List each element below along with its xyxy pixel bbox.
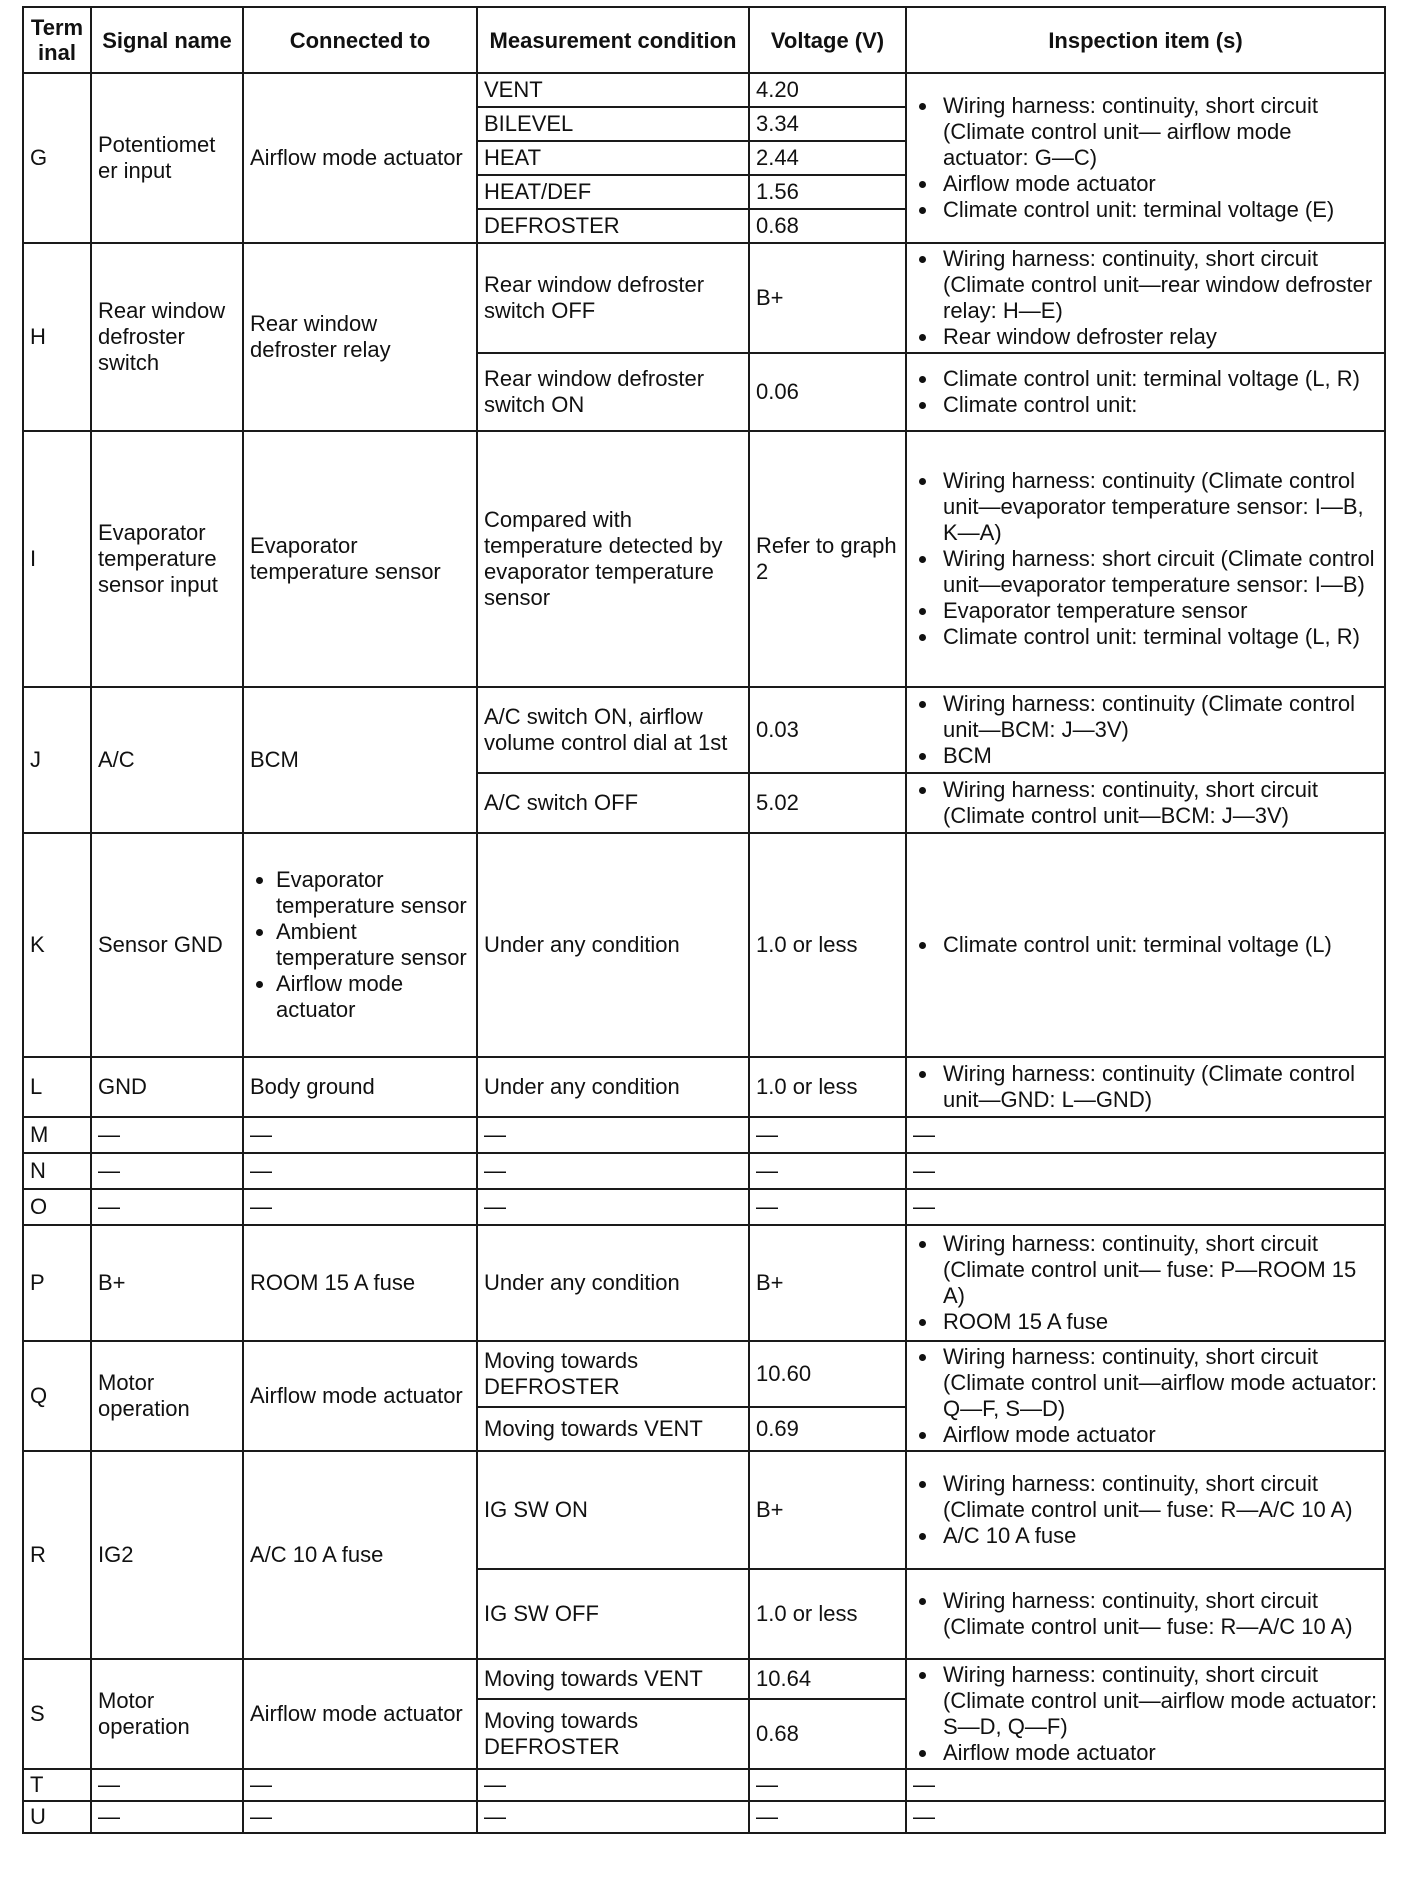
inspection-item: • Evaporator temperature sensor [939, 598, 1378, 624]
empty-dash: — [91, 1769, 243, 1801]
table-row-J [23, 687, 1385, 773]
connected-cell: Airflow mode actuator [243, 1659, 477, 1769]
condition-cell: Moving towards VENT [477, 1407, 749, 1451]
connected-cell [243, 833, 477, 1057]
condition-cell: Under any condition [477, 1057, 749, 1117]
inspection-item: • Climate control unit: terminal voltage (E) [939, 197, 1378, 223]
empty-dash: — [91, 1117, 243, 1153]
inspection-cell [906, 1569, 1385, 1659]
table-row-N [23, 1153, 1385, 1189]
terminal-cell: T [23, 1769, 91, 1801]
terminal-voltage-sheet [22, 6, 1384, 1834]
empty-dash: — [91, 1153, 243, 1189]
empty-dash: — [749, 1801, 906, 1833]
empty-dash: — [91, 1189, 243, 1225]
condition-cell: Under any condition [477, 1225, 749, 1341]
signal-cell: Rear window defroster switch [91, 243, 243, 431]
signal-cell: Motor operation [91, 1341, 243, 1451]
inspection-item: • Wiring harness: continuity, short circuit (Climate control unit— fuse: R—A/C 10 A) [939, 1471, 1378, 1523]
condition-cell: HEAT [477, 141, 749, 175]
condition-cell: Moving towards DEFROSTER [477, 1699, 749, 1769]
voltage-cell: 2.44 [749, 141, 906, 175]
voltage-cell: 0.68 [749, 209, 906, 243]
condition-cell: DEFROSTER [477, 209, 749, 243]
inspection-item: • BCM [939, 743, 1378, 769]
inspection-cell [906, 353, 1385, 431]
voltage-cell: 5.02 [749, 773, 906, 833]
voltage-cell: 3.34 [749, 107, 906, 141]
empty-dash: — [906, 1117, 1385, 1153]
terminal-cell: U [23, 1801, 91, 1833]
connected-item: • Evaporator temperature sensor [276, 867, 470, 919]
condition-cell: Rear window defroster switch ON [477, 353, 749, 431]
empty-dash: — [243, 1189, 477, 1225]
connected-cell: ROOM 15 A fuse [243, 1225, 477, 1341]
inspection-item: • Wiring harness: continuity (Climate control unit—BCM: J—3V) [939, 691, 1378, 743]
empty-dash: — [477, 1153, 749, 1189]
inspection-cell [906, 687, 1385, 773]
inspection-item: • A/C 10 A fuse [939, 1523, 1378, 1549]
empty-dash: — [477, 1117, 749, 1153]
empty-dash: — [91, 1801, 243, 1833]
voltage-cell: 1.0 or less [749, 1569, 906, 1659]
terminal-cell: L [23, 1057, 91, 1117]
terminal-cell: I [23, 431, 91, 687]
inspection-item: • Airflow mode actuator [939, 1422, 1378, 1448]
voltage-cell: 0.69 [749, 1407, 906, 1451]
inspection-item: • Rear window defroster relay [939, 324, 1378, 350]
voltage-cell: 1.0 or less [749, 833, 906, 1057]
signal-cell: B+ [91, 1225, 243, 1341]
inspection-cell [906, 431, 1385, 687]
table-row-I [23, 431, 1385, 687]
condition-cell: A/C switch ON, airflow volume control dial at 1st [477, 687, 749, 773]
connected-cell: Body ground [243, 1057, 477, 1117]
inspection-item: • Climate control unit: terminal voltage (L, R) [939, 624, 1378, 650]
condition-cell: VENT [477, 73, 749, 107]
voltage-cell: 10.60 [749, 1341, 906, 1407]
table-row-R [23, 1451, 1385, 1569]
empty-dash: — [477, 1189, 749, 1225]
header-connected-to: Connected to [243, 7, 477, 73]
signal-cell: Evaporator temperature sensor input [91, 431, 243, 687]
signal-cell: Sensor GND [91, 833, 243, 1057]
signal-cell: GND [91, 1057, 243, 1117]
empty-dash: — [749, 1769, 906, 1801]
inspection-item: • Wiring harness: continuity, short circuit (Climate control unit—airflow mode actuator: S—D, Q—F) [939, 1662, 1378, 1740]
table-row-P [23, 1225, 1385, 1341]
empty-dash: — [906, 1801, 1385, 1833]
table-row-G [23, 73, 1385, 107]
condition-cell: Compared with temperature detected by evaporator temperature sensor [477, 431, 749, 687]
table-header-row [23, 7, 1385, 73]
inspection-cell [906, 1225, 1385, 1341]
empty-dash: — [906, 1769, 1385, 1801]
terminal-cell: O [23, 1189, 91, 1225]
empty-dash: — [243, 1801, 477, 1833]
table-row-S [23, 1659, 1385, 1699]
voltage-cell: 0.06 [749, 353, 906, 431]
terminal-cell: H [23, 243, 91, 431]
empty-dash: — [906, 1189, 1385, 1225]
inspection-cell [906, 833, 1385, 1057]
table-row-Q [23, 1341, 1385, 1407]
empty-dash: — [906, 1153, 1385, 1189]
connected-cell: BCM [243, 687, 477, 833]
header-signal-name: Signal name [91, 7, 243, 73]
inspection-cell [906, 1341, 1385, 1451]
inspection-item: • Climate control unit: [939, 392, 1378, 418]
empty-dash: — [477, 1801, 749, 1833]
header-voltage: Voltage (V) [749, 7, 906, 73]
table-row-L [23, 1057, 1385, 1117]
voltage-cell: 1.0 or less [749, 1057, 906, 1117]
terminal-cell: Q [23, 1341, 91, 1451]
signal-cell: Potentiomet er input [91, 73, 243, 243]
inspection-cell [906, 773, 1385, 833]
condition-cell: A/C switch OFF [477, 773, 749, 833]
table-row-T [23, 1769, 1385, 1801]
terminal-cell: M [23, 1117, 91, 1153]
empty-dash: — [749, 1189, 906, 1225]
empty-dash: — [749, 1153, 906, 1189]
inspection-cell [906, 1659, 1385, 1769]
terminal-cell: P [23, 1225, 91, 1341]
connected-cell: Airflow mode actuator [243, 73, 477, 243]
voltage-cell: 10.64 [749, 1659, 906, 1699]
terminal-cell: K [23, 833, 91, 1057]
connected-cell: Rear window defroster relay [243, 243, 477, 431]
inspection-item: • Wiring harness: continuity (Climate control unit—GND: L—GND) [939, 1061, 1378, 1113]
condition-cell: IG SW ON [477, 1451, 749, 1569]
voltage-cell: B+ [749, 1225, 906, 1341]
inspection-item: • Climate control unit: terminal voltage (L) [939, 932, 1378, 958]
connected-item: • Airflow mode actuator [276, 971, 470, 1023]
voltage-cell: 0.03 [749, 687, 906, 773]
connected-item: • Ambient temperature sensor [276, 919, 470, 971]
inspection-cell [906, 73, 1385, 243]
table-row-M [23, 1117, 1385, 1153]
voltage-cell: 1.56 [749, 175, 906, 209]
inspection-item: • ROOM 15 A fuse [939, 1309, 1378, 1335]
inspection-item: • Wiring harness: continuity, short circuit (Climate control unit—airflow mode actuator: Q—F, S—D) [939, 1344, 1378, 1422]
connected-cell: A/C 10 A fuse [243, 1451, 477, 1659]
terminal-cell: S [23, 1659, 91, 1769]
empty-dash: — [477, 1769, 749, 1801]
voltage-cell: Refer to graph 2 [749, 431, 906, 687]
empty-dash: — [243, 1769, 477, 1801]
empty-dash: — [749, 1117, 906, 1153]
signal-cell: A/C [91, 687, 243, 833]
voltage-cell: 4.20 [749, 73, 906, 107]
header-inspection-items: Inspection item (s) [906, 7, 1385, 73]
inspection-item: • Airflow mode actuator [939, 171, 1378, 197]
table-row-H [23, 243, 1385, 353]
inspection-item: • Wiring harness: continuity, short circuit (Climate control unit— airflow mode actuator: G—C) [939, 93, 1378, 171]
inspection-item: • Wiring harness: continuity (Climate control unit—evaporator temperature sensor: I—B, K—A) [939, 468, 1378, 546]
empty-dash: — [243, 1117, 477, 1153]
inspection-item: • Wiring harness: short circuit (Climate control unit—evaporator temperature sensor: I—B) [939, 546, 1378, 598]
condition-cell: IG SW OFF [477, 1569, 749, 1659]
inspection-item: • Wiring harness: continuity, short circuit (Climate control unit— fuse: R—A/C 10 A) [939, 1588, 1378, 1640]
terminal-voltage-table [22, 6, 1386, 1834]
connected-cell: Airflow mode actuator [243, 1341, 477, 1451]
condition-cell: BILEVEL [477, 107, 749, 141]
inspection-item: • Wiring harness: continuity, short circuit (Climate control unit— fuse: P—ROOM 15 A) [939, 1231, 1378, 1309]
signal-cell: Motor operation [91, 1659, 243, 1769]
signal-cell: IG2 [91, 1451, 243, 1659]
condition-cell: Rear window defroster switch OFF [477, 243, 749, 353]
inspection-item: • Wiring harness: continuity, short circuit (Climate control unit—rear window defroster relay: H—E) [939, 246, 1378, 324]
condition-cell: Moving towards DEFROSTER [477, 1341, 749, 1407]
inspection-cell [906, 1451, 1385, 1569]
inspection-cell [906, 1057, 1385, 1117]
inspection-cell [906, 243, 1385, 353]
table-row-K [23, 833, 1385, 1057]
terminal-cell: R [23, 1451, 91, 1659]
terminal-cell: N [23, 1153, 91, 1189]
inspection-item: • Wiring harness: continuity, short circuit (Climate control unit—BCM: J—3V) [939, 777, 1378, 829]
header-terminal: Term inal [23, 7, 91, 73]
voltage-cell: 0.68 [749, 1699, 906, 1769]
condition-cell: Under any condition [477, 833, 749, 1057]
header-measurement-condition: Measurement condition [477, 7, 749, 73]
inspection-item: • Climate control unit: terminal voltage (L, R) [939, 366, 1378, 392]
inspection-item: • Airflow mode actuator [939, 1740, 1378, 1766]
voltage-cell: B+ [749, 243, 906, 353]
table-row-O [23, 1189, 1385, 1225]
terminal-cell: J [23, 687, 91, 833]
condition-cell: HEAT/DEF [477, 175, 749, 209]
terminal-cell: G [23, 73, 91, 243]
table-row-U [23, 1801, 1385, 1833]
voltage-cell: B+ [749, 1451, 906, 1569]
connected-cell: Evaporator temperature sensor [243, 431, 477, 687]
condition-cell: Moving towards VENT [477, 1659, 749, 1699]
empty-dash: — [243, 1153, 477, 1189]
